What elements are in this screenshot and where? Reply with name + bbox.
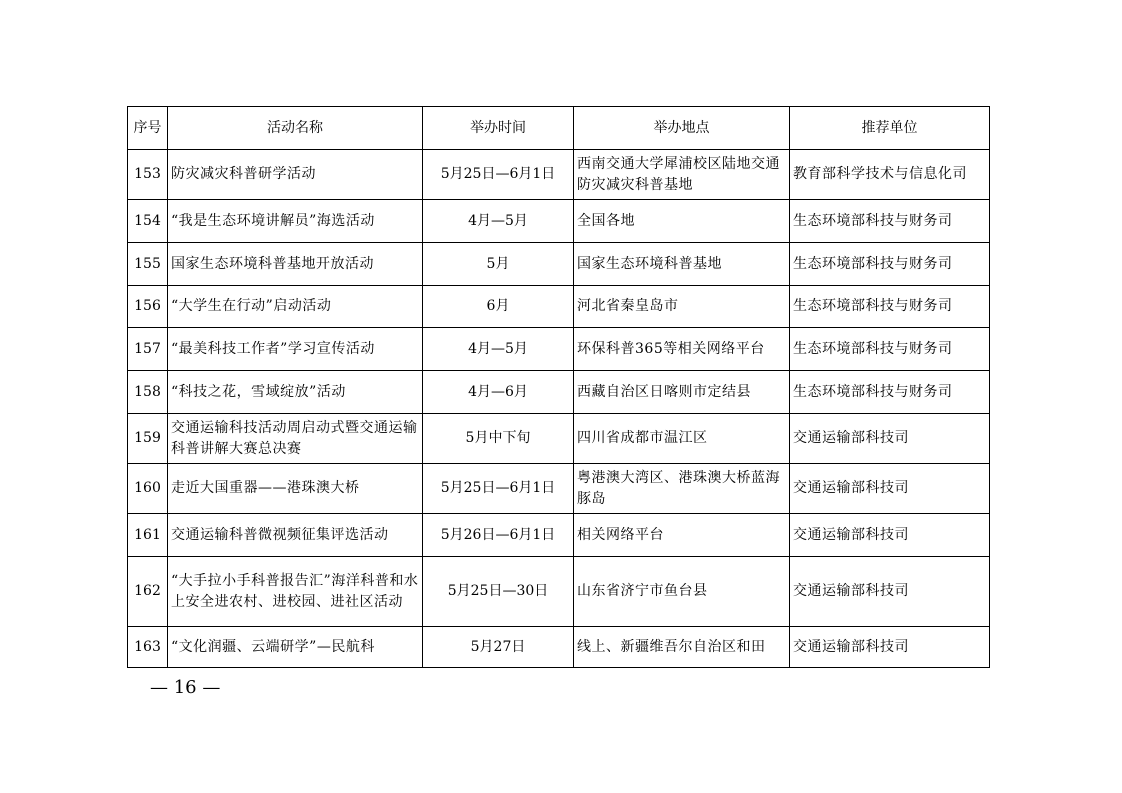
table-row <box>128 464 990 514</box>
cell-no: 158 <box>128 371 168 414</box>
table-row <box>128 414 990 464</box>
cell-time: 5月26日—6月1日 <box>423 514 574 557</box>
table-row <box>128 243 990 286</box>
table-row <box>128 371 990 414</box>
cell-time: 4月—6月 <box>423 371 574 414</box>
header-place: 举办地点 <box>574 107 790 150</box>
cell-unit: 交通运输部科技司 <box>790 414 990 464</box>
cell-place: 国家生态环境科普基地 <box>574 243 790 286</box>
cell-place: 山东省济宁市鱼台县 <box>574 557 790 627</box>
table-row <box>128 627 990 668</box>
cell-name: “大学生在行动”启动活动 <box>168 286 423 328</box>
cell-no: 161 <box>128 514 168 557</box>
cell-place: 西藏自治区日喀则市定结县 <box>574 371 790 414</box>
cell-place: 河北省秦皇岛市 <box>574 286 790 328</box>
cell-unit: 生态环境部科技与财务司 <box>790 200 990 243</box>
cell-name: 走近大国重器——港珠澳大桥 <box>168 464 423 514</box>
cell-unit: 教育部科学技术与信息化司 <box>790 150 990 200</box>
page-number: — 16 — <box>150 677 221 698</box>
cell-place: 粤港澳大湾区、港珠澳大桥蓝海豚岛 <box>574 464 790 514</box>
cell-name: “科技之花，雪域绽放”活动 <box>168 371 423 414</box>
cell-unit: 生态环境部科技与财务司 <box>790 286 990 328</box>
cell-no: 155 <box>128 243 168 286</box>
header-no: 序号 <box>128 107 168 150</box>
cell-place: 线上、新疆维吾尔自治区和田 <box>574 627 790 668</box>
cell-unit: 生态环境部科技与财务司 <box>790 371 990 414</box>
cell-name: “文化润疆、云端研学”—民航科 <box>168 627 423 668</box>
cell-name: 交通运输科普微视频征集评选活动 <box>168 514 423 557</box>
header-name: 活动名称 <box>168 107 423 150</box>
cell-time: 5月25日—30日 <box>423 557 574 627</box>
cell-place: 相关网络平台 <box>574 514 790 557</box>
cell-no: 162 <box>128 557 168 627</box>
table-row <box>128 286 990 328</box>
cell-time: 5月中下旬 <box>423 414 574 464</box>
cell-place: 四川省成都市温江区 <box>574 414 790 464</box>
cell-place: 环保科普365等相关网络平台 <box>574 328 790 371</box>
header-unit: 推荐单位 <box>790 107 990 150</box>
cell-time: 6月 <box>423 286 574 328</box>
cell-place: 全国各地 <box>574 200 790 243</box>
activity-table <box>127 106 990 668</box>
cell-unit: 交通运输部科技司 <box>790 464 990 514</box>
cell-time: 5月25日—6月1日 <box>423 464 574 514</box>
cell-name: 防灾减灾科普研学活动 <box>168 150 423 200</box>
cell-time: 4月—5月 <box>423 328 574 371</box>
table-row <box>128 328 990 371</box>
cell-time: 5月27日 <box>423 627 574 668</box>
cell-time: 5月 <box>423 243 574 286</box>
cell-time: 5月25日—6月1日 <box>423 150 574 200</box>
cell-name: “我是生态环境讲解员”海选活动 <box>168 200 423 243</box>
cell-name: 国家生态环境科普基地开放活动 <box>168 243 423 286</box>
cell-no: 163 <box>128 627 168 668</box>
cell-no: 157 <box>128 328 168 371</box>
table-row <box>128 150 990 200</box>
cell-no: 153 <box>128 150 168 200</box>
table-row <box>128 557 990 627</box>
cell-time: 4月—5月 <box>423 200 574 243</box>
cell-unit: 交通运输部科技司 <box>790 557 990 627</box>
table-row <box>128 514 990 557</box>
header-time: 举办时间 <box>423 107 574 150</box>
cell-unit: 交通运输部科技司 <box>790 514 990 557</box>
cell-unit: 交通运输部科技司 <box>790 627 990 668</box>
cell-unit: 生态环境部科技与财务司 <box>790 328 990 371</box>
cell-name: “最美科技工作者”学习宣传活动 <box>168 328 423 371</box>
cell-place: 西南交通大学犀浦校区陆地交通防灾减灾科普基地 <box>574 150 790 200</box>
cell-name: “大手拉小手科普报告汇”海洋科普和水上安全进农村、进校园、进社区活动 <box>168 557 423 627</box>
table-row <box>128 200 990 243</box>
cell-name: 交通运输科技活动周启动式暨交通运输科普讲解大赛总决赛 <box>168 414 423 464</box>
cell-no: 154 <box>128 200 168 243</box>
table-header-row <box>128 107 990 150</box>
cell-no: 156 <box>128 286 168 328</box>
cell-no: 160 <box>128 464 168 514</box>
cell-unit: 生态环境部科技与财务司 <box>790 243 990 286</box>
cell-no: 159 <box>128 414 168 464</box>
